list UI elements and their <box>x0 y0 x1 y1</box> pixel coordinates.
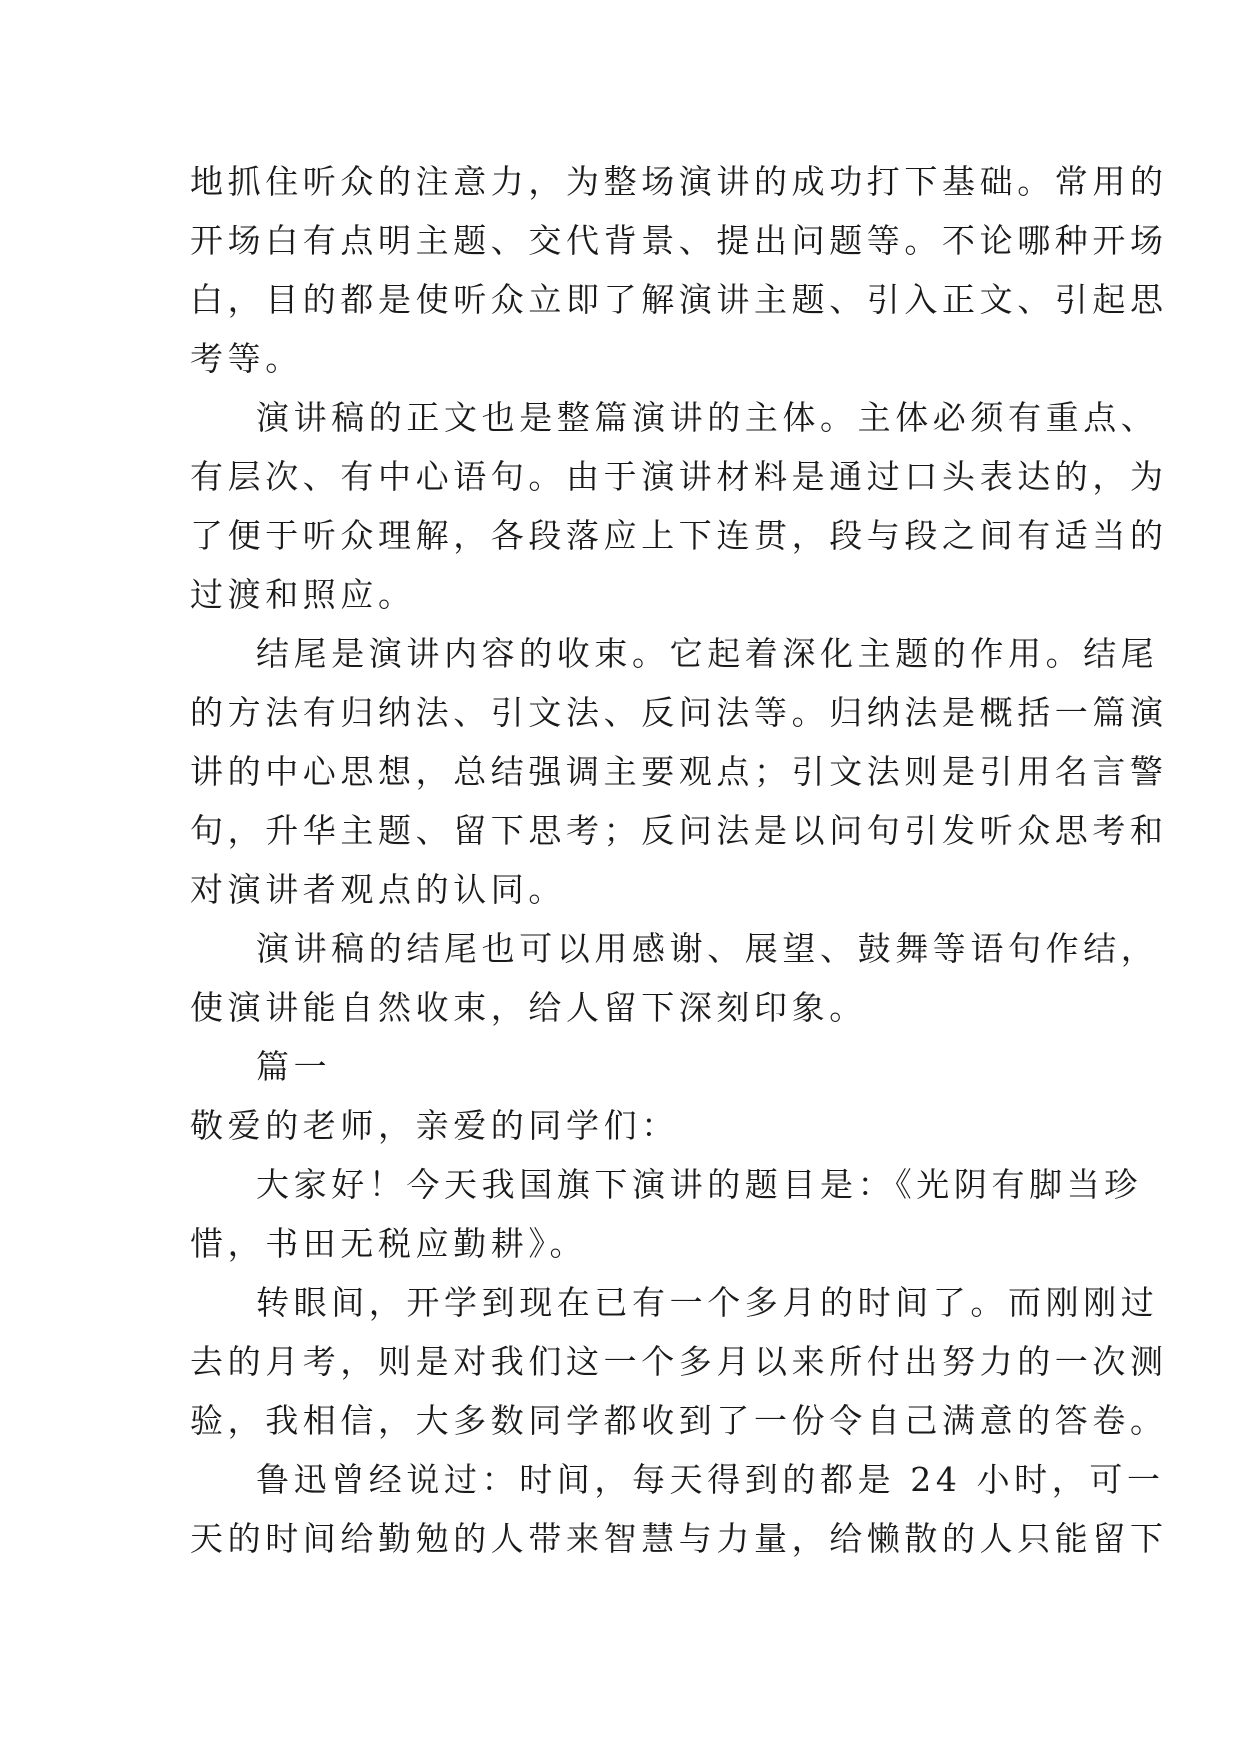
text-line: 去的月考，则是对我们这一个多月以来所付出努力的一次测 <box>190 1342 1168 1381</box>
text-line: 大家好！今天我国旗下演讲的题目是：《光阴有脚当珍 <box>256 1165 1142 1204</box>
text-line: 地抓住听众的注意力，为整场演讲的成功打下基础。常用的 <box>190 162 1168 201</box>
text-line: 惜，书田无税应勤耕》。 <box>190 1224 588 1263</box>
text-line: 使演讲能自然收束，给人留下深刻印象。 <box>190 988 867 1027</box>
text-line: 结尾是演讲内容的收束。它起着深化主题的作用。结尾 <box>256 634 1159 673</box>
text-line: 了便于听众理解，各段落应上下连贯，段与段之间有适当的 <box>190 516 1168 555</box>
text-line: 白，目的都是使听众立即了解演讲主题、引入正文、引起思 <box>190 280 1168 319</box>
text-line: 验，我相信，大多数同学都收到了一份令自己满意的答卷。 <box>190 1401 1168 1440</box>
text-line: 有层次、有中心语句。由于演讲材料是通过口头表达的，为 <box>190 457 1168 496</box>
section-heading: 篇一 <box>256 1047 332 1086</box>
text-line: 讲的中心思想，总结强调主要观点；引文法则是引用名言警 <box>190 752 1168 791</box>
text-line: 演讲稿的正文也是整篇演讲的主体。主体必须有重点、 <box>256 398 1159 437</box>
text-line: 句，升华主题、留下思考；反问法是以问句引发听众思考和 <box>190 811 1168 850</box>
text-line: 过渡和照应。 <box>190 575 416 614</box>
text-line: 考等。 <box>190 339 303 378</box>
text-line: 开场白有点明主题、交代背景、提出问题等。不论哪种开场 <box>190 221 1168 260</box>
salutation: 敬爱的老师，亲爱的同学们： <box>190 1106 679 1145</box>
text-line: 演讲稿的结尾也可以用感谢、展望、鼓舞等语句作结， <box>256 929 1159 968</box>
text-line: 转眼间，开学到现在已有一个多月的时间了。而刚刚过 <box>256 1283 1159 1322</box>
text-line: 鲁迅曾经说过：时间，每天得到的都是 24 小时，可一 <box>256 1460 1165 1499</box>
text-line: 的方法有归纳法、引文法、反问法等。归纳法是概括一篇演 <box>190 693 1168 732</box>
text-line: 天的时间给勤勉的人带来智慧与力量，给懒散的人只能留下 <box>190 1519 1168 1558</box>
text-line: 对演讲者观点的认同。 <box>190 870 566 909</box>
